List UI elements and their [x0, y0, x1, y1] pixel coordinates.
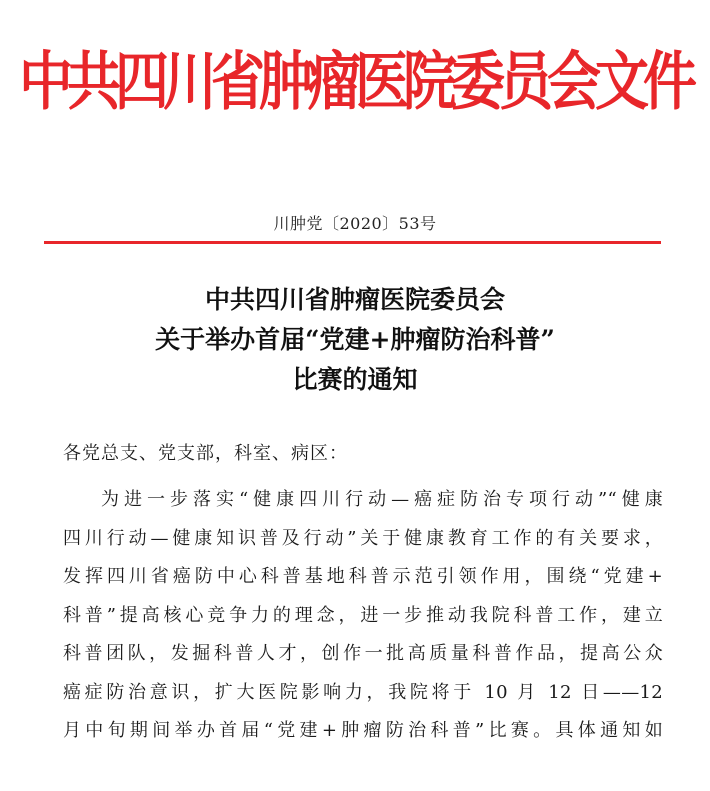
- body-paragraph: [63, 486, 663, 756]
- notice-title-line: 关于举办首届“党建+肿瘤防治科普”: [155, 325, 555, 354]
- red-divider-line: [44, 241, 661, 244]
- body-line: 癌症防治意识，扩大医院影响力，我院将于 10 月 12 日——12: [63, 681, 663, 703]
- salutation: 各党总支、党支部，科室、病区：: [63, 443, 348, 464]
- body-line: 月中旬期间举办首届“党建+肿瘤防治科普”比赛。具体通知如: [63, 720, 663, 741]
- body-line: 科普”提高核心竞争力的理念，进一步推动我院科普工作，建立: [63, 604, 663, 626]
- body-line: 四川行动—健康知识普及行动”关于健康教育工作的有关要求，: [63, 527, 663, 549]
- red-header-title: 中共四川省肿瘤医院委员会文件: [19, 44, 691, 120]
- document-number: 川肿党〔2020〕53号: [273, 214, 437, 233]
- notice-title: [0, 280, 710, 400]
- body-line: 发挥四川省癌防中心科普基地科普示范引领作用，围绕“党建+: [63, 566, 663, 587]
- notice-title-line: 比赛的通知: [292, 365, 418, 394]
- body-line: 为进一步落实“健康四川行动—癌症防治专项行动”“健康: [101, 489, 663, 510]
- notice-title-line: 中共四川省肿瘤医院委员会: [204, 285, 505, 314]
- body-line: 科普团队，发掘科普人才，创作一批高质量科普作品，提高公众: [63, 643, 663, 664]
